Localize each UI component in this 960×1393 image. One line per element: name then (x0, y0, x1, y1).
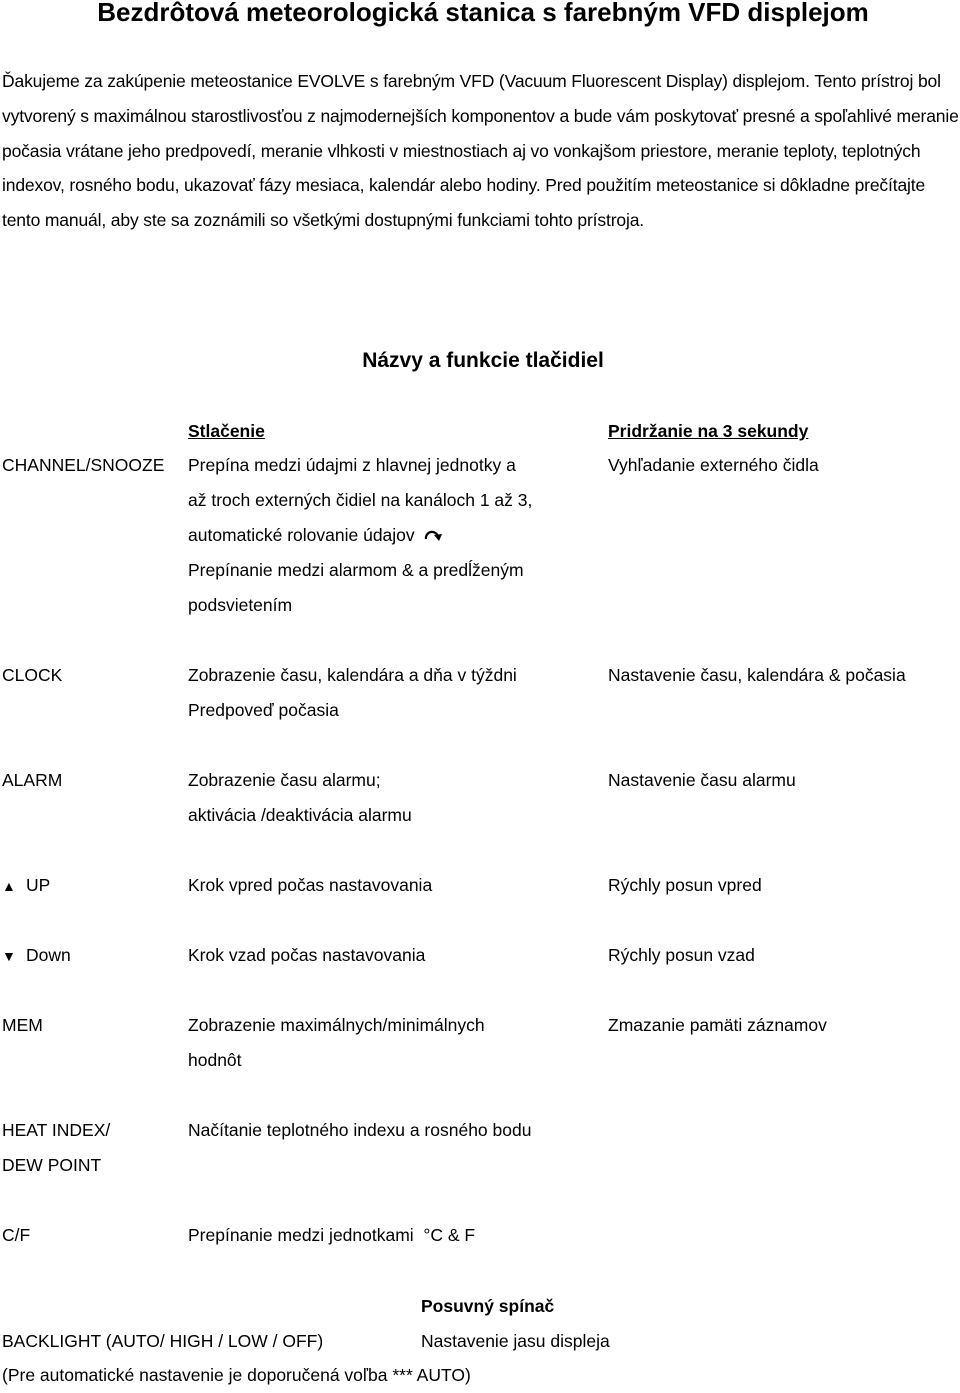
press-line: Prepínanie medzi jednotkami °C & F (188, 1225, 476, 1245)
slider-note: (Pre automatické nastavenie je doporučená voľba *** AUTO) (2, 1365, 471, 1385)
hold-line: Vyhľadanie externého čidla (608, 455, 819, 475)
button-name-line: MEM (2, 1015, 43, 1035)
button-name-down (2, 938, 71, 974)
button-name-line: CHANNEL/SNOOZE (2, 455, 165, 475)
button-name-alarm (2, 763, 62, 798)
press-line: Zobrazenie maximálnych/minimálnych (188, 1015, 485, 1035)
button-name-line: Down (26, 945, 71, 965)
intro-paragraph (2, 64, 960, 238)
hold-function-down (608, 938, 755, 973)
button-name-channel-snooze (2, 448, 164, 483)
hold-function-clock (608, 658, 906, 693)
hold-line: Zmazanie pamäti záznamov (608, 1015, 827, 1035)
button-name-line: DEW POINT (2, 1155, 102, 1175)
press-function-alarm (188, 763, 412, 833)
button-name-line: C/F (2, 1225, 31, 1245)
press-line: hodnôt (188, 1050, 242, 1070)
press-function-up (188, 868, 432, 903)
button-name-line: HEAT INDEX/ (2, 1120, 111, 1140)
hold-line: Nastavenie času alarmu (608, 770, 796, 790)
button-name-line: CLOCK (2, 665, 63, 685)
press-function-cf (188, 1218, 475, 1253)
hold-function-mem (608, 1008, 827, 1043)
section-heading: Názvy a funkcie tlačidiel (362, 349, 604, 372)
press-line: až troch externých čidiel na kanáloch 1 až 3, (188, 490, 533, 510)
press-line: Zobrazenie času alarmu; (188, 770, 381, 790)
press-function-channel-snooze (188, 448, 532, 623)
press-function-clock (188, 658, 517, 728)
press-function-heat-index (188, 1113, 531, 1148)
button-name-clock (2, 658, 62, 693)
slider-name: BACKLIGHT (AUTO/ HIGH / LOW / OFF) (2, 1331, 324, 1351)
hold-line: Nastavenie času, kalendára & počasia (608, 665, 906, 685)
press-line-with-icon (188, 518, 532, 553)
hold-function-alarm (608, 763, 796, 798)
button-name-line: UP (26, 875, 51, 895)
column-header-press: Stlačenie (188, 421, 265, 441)
up-triangle-icon: ▲ (2, 878, 16, 894)
press-line: automatické rolovanie údajov (188, 525, 415, 545)
press-function-mem (188, 1008, 485, 1078)
document-title: Bezdrôtová meteorologická stanica s farebným VFD displejom (97, 0, 869, 27)
button-name-line: ALARM (2, 770, 63, 790)
press-line: Krok vpred počas nastavovania (188, 875, 433, 895)
hold-function-channel-snooze (608, 448, 819, 483)
column-header-hold: Pridržanie na 3 sekundy (608, 421, 809, 441)
button-name-heat-index (2, 1113, 110, 1183)
hold-line: Rýchly posun vpred (608, 875, 762, 895)
hold-line: Rýchly posun vzad (608, 945, 755, 965)
press-line: Zobrazenie času, kalendára a dňa v týždni (188, 665, 517, 685)
press-line: Prepínanie medzi alarmom & a predĺženým (188, 560, 524, 580)
press-line: podsvietením (188, 595, 293, 615)
press-line: Predpoveď počasia (188, 700, 339, 720)
slider-function: Nastavenie jasu displeja (421, 1331, 610, 1351)
press-line: Krok vzad počas nastavovania (188, 945, 426, 965)
down-triangle-icon: ▼ (2, 948, 16, 964)
intro-text: Ďakujeme za zakúpenie meteostanice EVOLVE s farebným VFD (Vacuum Fluorescent Display) displejom. Tento prístroj bol vytvorený s maximálnou starostlivosťou z najmodernejších komponentov a bude vám poskytovať presné a spoľahlivé meranie počasia vrátane jeho predpovedí, meranie vlhkosti v miestnostiach aj vo vonkajšom priestore, meranie teploty, teplotných indexov, rosného bodu, ukazovať fázy mesiaca, kalendár alebo hodiny. Pred použitím meteostanice si dôkladne prečítajte tento manuál, aby ste sa zoznámili so všetkými dostupnými funkciami tohto prístroja. (2, 71, 959, 231)
auto-scroll-icon (423, 527, 443, 545)
button-name-up (2, 868, 50, 904)
slider-heading: Posuvný spínač (421, 1296, 555, 1316)
button-name-mem (2, 1008, 43, 1043)
button-name-cf (2, 1218, 30, 1253)
press-line: Načítanie teplotného indexu a rosného bodu (188, 1120, 532, 1140)
press-function-down (188, 938, 425, 973)
press-line: aktivácia /deaktivácia alarmu (188, 805, 412, 825)
hold-function-up (608, 868, 762, 903)
press-line: Prepína medzi údajmi z hlavnej jednotky a (188, 455, 516, 475)
